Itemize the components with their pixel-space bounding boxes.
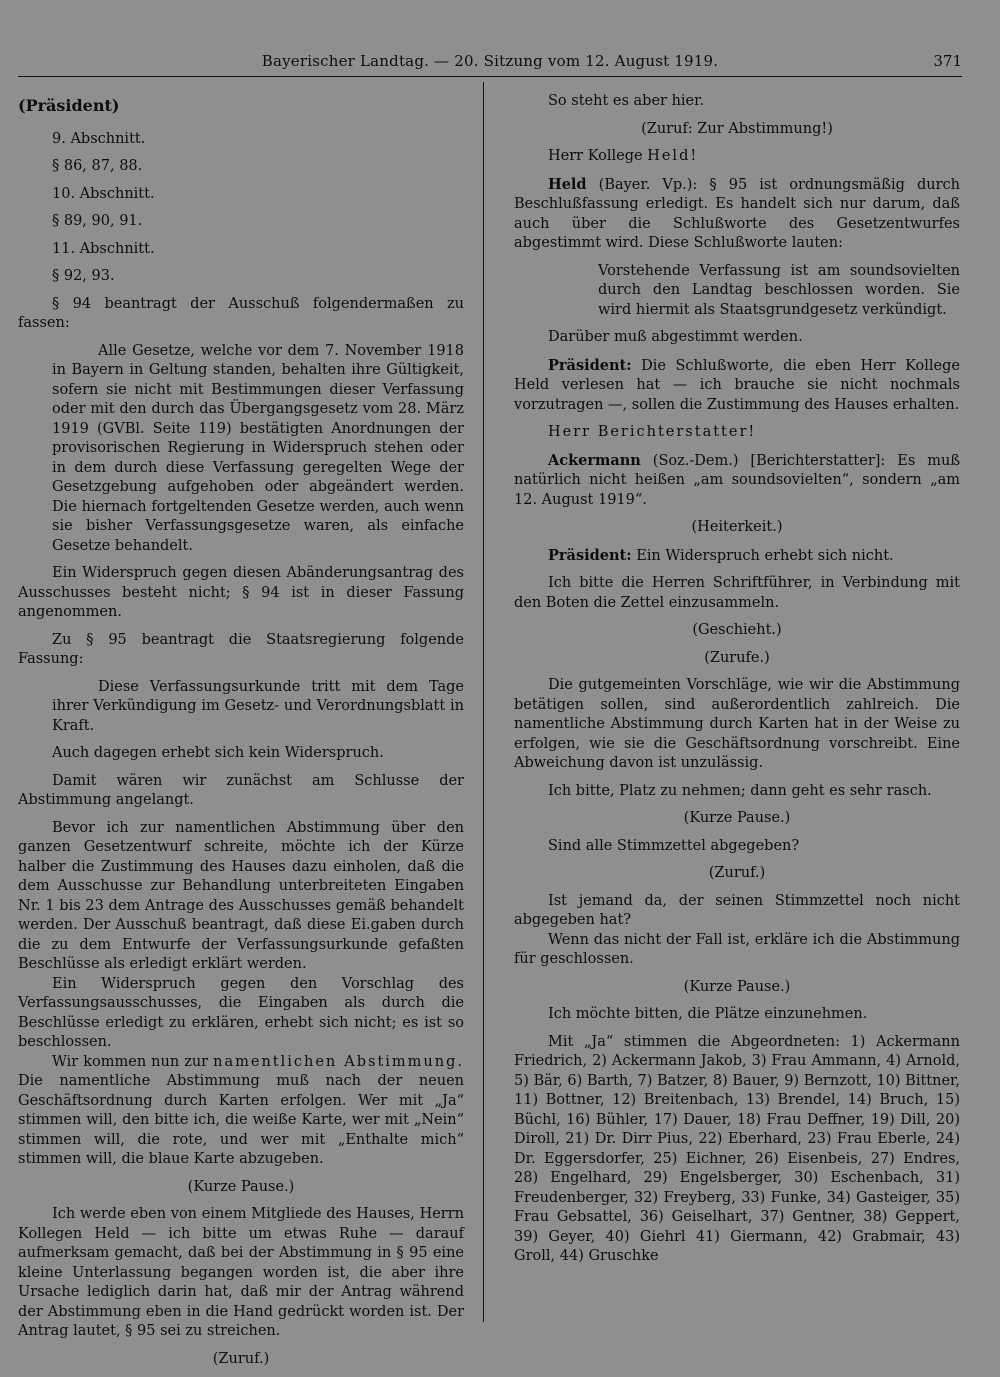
paragraph-94-result: Ein Widerspruch gegen diesen Abänderungsantrag des Ausschusses besteht nicht; § 94 ist in dieser Fassung angenommen. [18,565,464,620]
speaker-name: Held [548,175,587,193]
paragraph: Sind alle Stimmzettel abgegeben? [548,837,800,854]
stage-direction: (Zuruf.) [212,1350,270,1367]
quote-schlussworte: Vorstehende Verfassung ist am soundsovielten durch den Landtag beschlossen worden. Sie wird hiermit als Staatsgrundgesetz verkündigt. [598,262,960,318]
stage-direction: (Kurze Pause.) [683,810,791,826]
paragraph-95-intro: Zu § 95 beantragt die Staatsregierung folgende Fassung: [18,631,464,667]
speaker-name: Präsident: [548,356,632,374]
speaker-heading: (Präsident) [18,96,120,115]
paragraph: Ist jemand da, der seinen Stimmzettel noch nicht abgegeben hat? [514,892,960,928]
paragraph: Ich bitte die Herren Schriftführer, in Verbindung mit den Boten die Zettel einzusammeln. [514,575,960,611]
speech-praesident [514,356,960,416]
column-divider [483,82,484,1322]
paragraph-94-intro: § 94 beantragt der Ausschuß folgendermaßen zu fassen: [18,295,464,331]
speech-ackermann [514,451,960,511]
spaced-text: Held! [647,148,699,164]
stage-direction: (Kurze Pause.) [187,1178,295,1195]
text-run: Die namentliche Abstimmung muß nach der neuen Geschäftsordnung durch Karten erfolgen. Wer mit „Ja“ stimmen will, den bitte ich, die weiße Karte, wer mit „Nein“ stimmen will, die rote, und wer mit „Enthalte mich“ stimmen will, die blaue Karte abzugeben. [18,1073,464,1167]
paragraph-abstimmung [18,1053,464,1170]
paragraph-widerspruch: Ein Widerspruch gegen den Vorschlag des Verfassungsausschusses, die Eingaben als durch die Beschlüsse erledigt zu erklären, erhebt sich nicht; es ist so beschlossen. [18,975,464,1050]
speech-text: Die Schlußworte, die eben Herr Kollege Held verlesen hat — ich brauche sie nicht nochmals vorzutragen —, sollen die Zustimmung des Hauses erhalten. [514,357,960,413]
paragraph: Darüber muß abgestimmt werden. [548,329,803,345]
spaced-text: namentlichen Abstimmung. [213,1053,464,1070]
paragraph-schluss: Damit wären wir zunächst am Schlusse der Abstimmung angelangt. [18,772,464,808]
speaker-name: Präsident: [548,546,632,564]
speech-text: § 95 ist ordnungsmäßig durch Beschlußfassung erledigt. Es handelt sich nur darum, daß auch über die Schlußworte des Gesetzentwurfes abgestimmt wird. Diese Schlußworte lauten: [514,176,960,251]
quote-95: Diese Verfassungsurkunde tritt mit dem Tage ihrer Verkündigung im Gesetz- und Verordnungsblatt in Kraft. [52,678,464,734]
header-title: Bayerischer Landtag. — 20. Sitzung vom 12. August 1919. [261,52,719,70]
right-column [514,92,960,1275]
speaker-party: (Bayer. Vp.): [598,176,698,193]
speech-text: Ein Widerspruch erhebt sich nicht. [636,547,894,564]
list-item: § 86, 87, 88. [52,158,143,174]
stage-direction: (Heiterkeit.) [691,519,783,535]
stage-direction: (Zuruf.) [708,865,766,881]
list-item: 9. Abschnitt. [52,130,146,147]
text-run: Herr Kollege [548,148,643,164]
stage-direction: (Zurufe.) [704,649,770,666]
stage-direction: (Kurze Pause.) [683,978,791,995]
paragraph: Ich möchte bitten, die Plätze einzunehmen. [548,1006,868,1022]
stage-direction: (Zuruf: Zur Abstimmung!) [641,120,833,137]
paragraph: So steht es aber hier. [548,93,705,109]
text-run: Wir kommen nun zur [52,1053,209,1070]
paragraph: Die gutgemeinten Vorschläge, wie wir die Abstimmung betätigen sollen, sind außerordentlich zahlreich. Die namentliche Abstimmung durch Karten hat in der Weise zu erfolgen, wie sie die Geschäftsordnung vorschreibt. Eine Abweichung davon ist unzulässig. [514,677,960,771]
left-column [18,92,464,1377]
paragraph: Herr Berichterstatter! [548,424,757,440]
quote-94: Alle Gesetze, welche vor dem 7. November 1918 in Bayern in Geltung standen, behalten ihre Gültigkeit, sofern sie nicht mit Bestimmungen dieser Verfassung oder mit den durch das Übergangsgesetz vom 28. März 1919 (GVBl. Seite 119) bestätigten Anordnungen der provisorischen Regierung in Widerspruch stehen oder in dem durch diese Verfassung geregelten Wege der Gesetzgebung aufgehoben oder abgeändert werden. Die hiernach fortgeltenden Gesetze werden, auch wenn sie bisher Verfassungsgesetze waren, als einfache Gesetze behandelt. [52,342,464,554]
list-item: 11. Abschnitt. [52,240,155,257]
list-item: 10. Abschnitt. [52,185,155,202]
page-header [18,50,962,77]
speech-praesident [514,546,960,567]
paragraph-95-result: Auch dagegen erhebt sich kein Widerspruch. [52,745,384,761]
paragraph-bevor: Bevor ich zur namentlichen Abstimmung über den ganzen Gesetzentwurf schreite, möchte ich der Kürze halber die Zustimmung des Hauses dazu einholen, daß die dem Ausschusse zur Behandlung unterbreiteten Eingaben Nr. 1 bis 23 dem Antrage des Ausschusses gemäß behandelt werden. Der Ausschuß beantragt, daß diese Ei.gaben durch die zu dem Entwurfe der Verfassungsurkunde gefaßten Beschlüsse als erledigt erklärt werden. [18,819,464,972]
list-item: § 92, 93. [52,268,115,284]
paragraph: Ich bitte, Platz zu nehmen; dann geht es sehr rasch. [548,782,932,799]
paragraph: Wenn das nicht der Fall ist, erkläre ich die Abstimmung für geschlossen. [514,931,960,967]
page-number: 371 [933,52,962,70]
vote-list-ja: Mit „Ja“ stimmen die Abgeordneten: 1) Ackermann Friedrich, 2) Ackermann Jakob, 3) Frau Ammann, 4) Arnold, 5) Bär, 6) Barth, 7) Batzer, 8) Bauer, 9) Bernzott, 10) Bittner, 11) Bottner, 12) Breitenbach, 13) Brendel, 14) Bruch, 15) Büchl, 16) Bühler, 17) Dauer, 18) Frau Deffner, 19) Dill, 20) Diroll, 21) Dr. Dirr Pius, 22) Eberhard, 23) Frau Eberle, 24) Dr. Eggersdorfer, 25) Eichner, 26) Eisenbeis, 27) Endres, 28) Engelhard, 29) Engelsberger, 30) Eschenbach, 31) Freudenberger, 32) Freyberg, 33) Funke, 34) Gasteiger, 35) Frau Gebsattel, 36) Geiselhart, 37) Gentner, 38) Geppert, 39) Geyer, 40) Giehrl 41) Giermann, 42) Grabmair, 43) Groll, 44) Gruschke [514,1033,960,1264]
speaker-name: Ackermann [548,451,641,469]
paragraph [514,147,960,167]
paragraph-mitglied: Ich werde eben von einem Mitgliede des Hauses, Herrn Kollegen Held — ich bitte um etwas Ruhe — darauf aufmerksam gemacht, daß bei der Abstimmung in § 95 eine kleine Unterlassung begangen worden ist, die aber ihre Ursache lediglich darin hat, daß mir der Antrag während der Abstimmung eben in die Hand gedrückt worden ist. Der Antrag lautet, § 95 sei zu streichen. [18,1206,464,1339]
list-item: § 89, 90, 91. [52,213,143,229]
speech-held [514,175,960,254]
speaker-party: (Soz.-Dem.) [Berichterstatter]: [652,452,886,469]
speech-text: Es muß natürlich nicht heißen „am soundsovielten“, sondern „am 12. August 1919“. [514,452,961,508]
stage-direction: (Geschieht.) [692,622,782,638]
